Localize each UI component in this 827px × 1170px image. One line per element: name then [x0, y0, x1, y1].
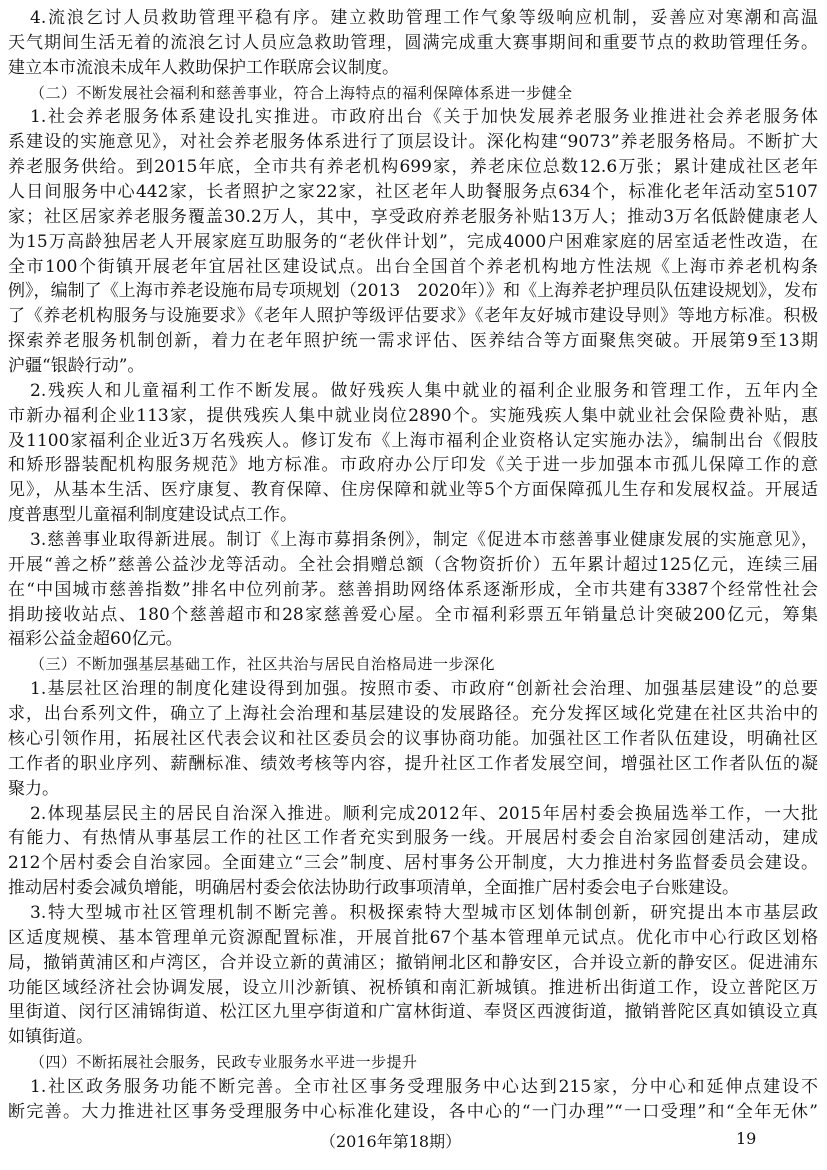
text-line: 3.慈善事业取得新进展。制订《上海市募捐条例》，制定《促进本市慈善事业健康发展的实施意见》， [30, 530, 818, 551]
text-line: 沪疆“银龄行动”。 [8, 356, 145, 377]
text-line: 捐助接收站点、180个慈善超市和28家慈善爱心屋。全市福利彩票五年销量总计突破200亿元，筹集 [8, 604, 818, 625]
text-line: 养老服务供给。到2015年底，全市共有养老机构699家，养老床位总数12.6万张；累计建成社区老年 [8, 157, 818, 178]
text-line: 4.流浪乞讨人员救助管理平稳有序。建立救助管理工作气象等级响应机制，妥善应对寒潮和高温 [30, 8, 818, 28]
text-line: （三）不断加强基层基础工作，社区共治与居民自治格局进一步深化 [30, 655, 496, 674]
text-line: 3.特大型城市社区管理机制不断完善。积极探索特大型城市区划体制创新，研究提出本市基层政 [30, 902, 818, 923]
text-line: 市新办福利企业113家，提供残疾人集中就业岗位2890个。实施残疾人集中就业社会保险费补贴，惠 [8, 405, 818, 426]
text-line: 人日间服务中心442家，长者照护之家22家，社区老年人助餐服务点634个，标准化老年活动室5107 [8, 182, 818, 203]
paragraph [8, 379, 818, 528]
footer-issue: （2016年第18期） [320, 1132, 462, 1151]
text-line: 2.残疾人和儿童福利工作不断发展。做好残疾人集中就业的福利企业服务和管理工作，五年内全 [30, 380, 818, 401]
text-line: （四）不断拓展社会服务，民政专业服务水平进一步提升 [30, 1053, 418, 1072]
paragraph [8, 1075, 818, 1125]
text-line: 在“中国城市慈善指数”排名中位列前茅。慈善捐助网络体系逐渐形成，全市共建有3387个经常性社会 [8, 579, 818, 600]
text-line: 见》，从基本生活、医疗康复、教育保障、住房保障和就业等5个方面保障孤儿生存和发展权益。开展适 [8, 480, 818, 501]
text-line: 探索养老服务机制创新，着力在老年照护统一需求评估、医养结合等方面聚焦突破。开展第9至13期 [8, 331, 818, 352]
text-line: 如镇街道。 [8, 1027, 93, 1048]
text-line: 断完善。大力推进社区事务受理服务中心标准化建设，各中心的“一门办理”“一口受理”和“全年无休” [8, 1101, 818, 1122]
text-line: 了《养老机构服务与设施要求》《老年人照护等级评估要求》《老年友好城市建设导则》等地方标准。积极 [8, 306, 818, 327]
text-line: 全市100个街镇开展老年宜居社区建设试点。出台全国首个养老机构地方性法规《上海市养老机构条 [8, 256, 818, 277]
text-line: 家；社区居家养老服务覆盖30.2万人，其中，享受政府养老服务补贴13万人；推动3万名低龄健康老人 [8, 206, 818, 227]
text-line: 功能区域经济社会协调发展，设立川沙新镇、祝桥镇和南汇新城镇。推进析出街道工作，设立普陀区万 [8, 977, 818, 998]
paragraph [8, 528, 818, 652]
page-number: 19 [736, 1129, 757, 1148]
text-line: 工作者的职业序列、薪酬标准、绩效考核等内容，提升社区工作者发展空间，增强社区工作者队伍的凝 [8, 753, 818, 774]
text-line: 212个居村委会自治家园。全面建立“三会”制度、居村事务公开制度，大力推进村务监督委员会建设。 [8, 853, 818, 874]
text-line: 2.体现基层民主的居民自治深入推进。顺利完成2012年、2015年居村委会换届选举工作，一大批 [30, 803, 818, 824]
text-line: 度普惠型儿童福利制度建设试点工作。 [8, 505, 297, 526]
text-line: 里街道、闵行区浦锦街道、松江区九里亭街道和广富林街道、奉贤区西渡街道，撤销普陀区真如镇设立真 [8, 1002, 818, 1023]
text-line: 1.社会养老服务体系建设扎实推进。市政府出台《关于加快发展养老服务业推进社会养老服务体 [30, 107, 818, 128]
text-line: 系建设的实施意见》，对社会养老服务体系进行了顶层设计。深化构建“9073”养老服务格局。不断扩大 [8, 132, 818, 153]
section-heading [8, 652, 818, 677]
text-line: 区适度规模、基本管理单元资源配置标准，开展首批67个基本管理单元试点。优化市中心行政区划格 [8, 927, 818, 948]
text-line: 求，出台系列文件，确立了上海社会治理和基层建设的发展路径。充分发挥区域化党建在社区共治中的 [8, 704, 818, 725]
text-line: 及1100家福利企业近3万名残疾人。修订发布《上海市福利企业资格认定实施办法》，编制出台《假肢 [8, 430, 818, 451]
paragraph [8, 105, 818, 378]
text-line: 例》，编制了《上海市养老设施布局专项规划（2013 2020年）》和《上海养老护理员队伍建设规划》，发布 [8, 281, 818, 302]
paragraph [8, 802, 818, 901]
paragraph [8, 6, 818, 81]
text-line: 核心引领作用，拓展社区代表会议和社区委员会的议事协商功能。加强社区工作者队伍建设，明确社区 [8, 728, 818, 749]
text-line: 建立本市流浪未成年人救助保护工作联席会议制度。 [8, 57, 399, 78]
text-line: （二）不断发展社会福利和慈善事业，符合上海特点的福利保障体系进一步健全 [30, 83, 573, 102]
text-line: 有能力、有热情从事基层工作的社区工作者充实到服务一线。开展居村委会自治家园创建活动，建成 [8, 828, 818, 849]
section-heading [8, 1050, 818, 1075]
text-line: 和矫形器装配机构服务规范》地方标准。市政府办公厅印发《关于进一步加强本市孤儿保障工作的意 [8, 455, 818, 476]
text-line: 1.社区政务服务功能不断完善。全市社区事务受理服务中心达到215家，分中心和延伸点建设不 [30, 1076, 818, 1097]
paragraph [8, 677, 818, 801]
paragraph [8, 901, 818, 1050]
text-line: 推动居村委会减负增能，明确居村委会依法协助行政事项清单，全面推广居村委会电子台账建设。 [8, 878, 739, 899]
text-line: 为15万高龄独居老人开展家庭互助服务的“老伙伴计划”，完成4000户困难家庭的居室适老性改造，在 [8, 231, 818, 252]
text-line: 开展“善之桥”慈善公益沙龙等活动。全社会捐赠总额（含物资折价）五年累计超过125亿元，连续三届 [8, 554, 818, 575]
document-body [8, 6, 818, 1125]
section-heading [8, 81, 818, 106]
text-line: 福彩公益金超60亿元。 [8, 629, 183, 650]
text-line: 聚力。 [8, 778, 59, 799]
text-line: 局，撤销黄浦区和卢湾区，合并设立新的黄浦区；撤销闸北区和静安区，合并设立新的静安区。促进浦东 [8, 952, 818, 973]
text-line: 天气期间生活无着的流浪乞讨人员应急救助管理，圆满完成重大赛事期间和重要节点的救助管理任务。 [8, 32, 818, 53]
text-line: 1.基层社区治理的制度化建设得到加强。按照市委、市政府“创新社会治理、加强基层建设”的总要 [30, 679, 818, 700]
